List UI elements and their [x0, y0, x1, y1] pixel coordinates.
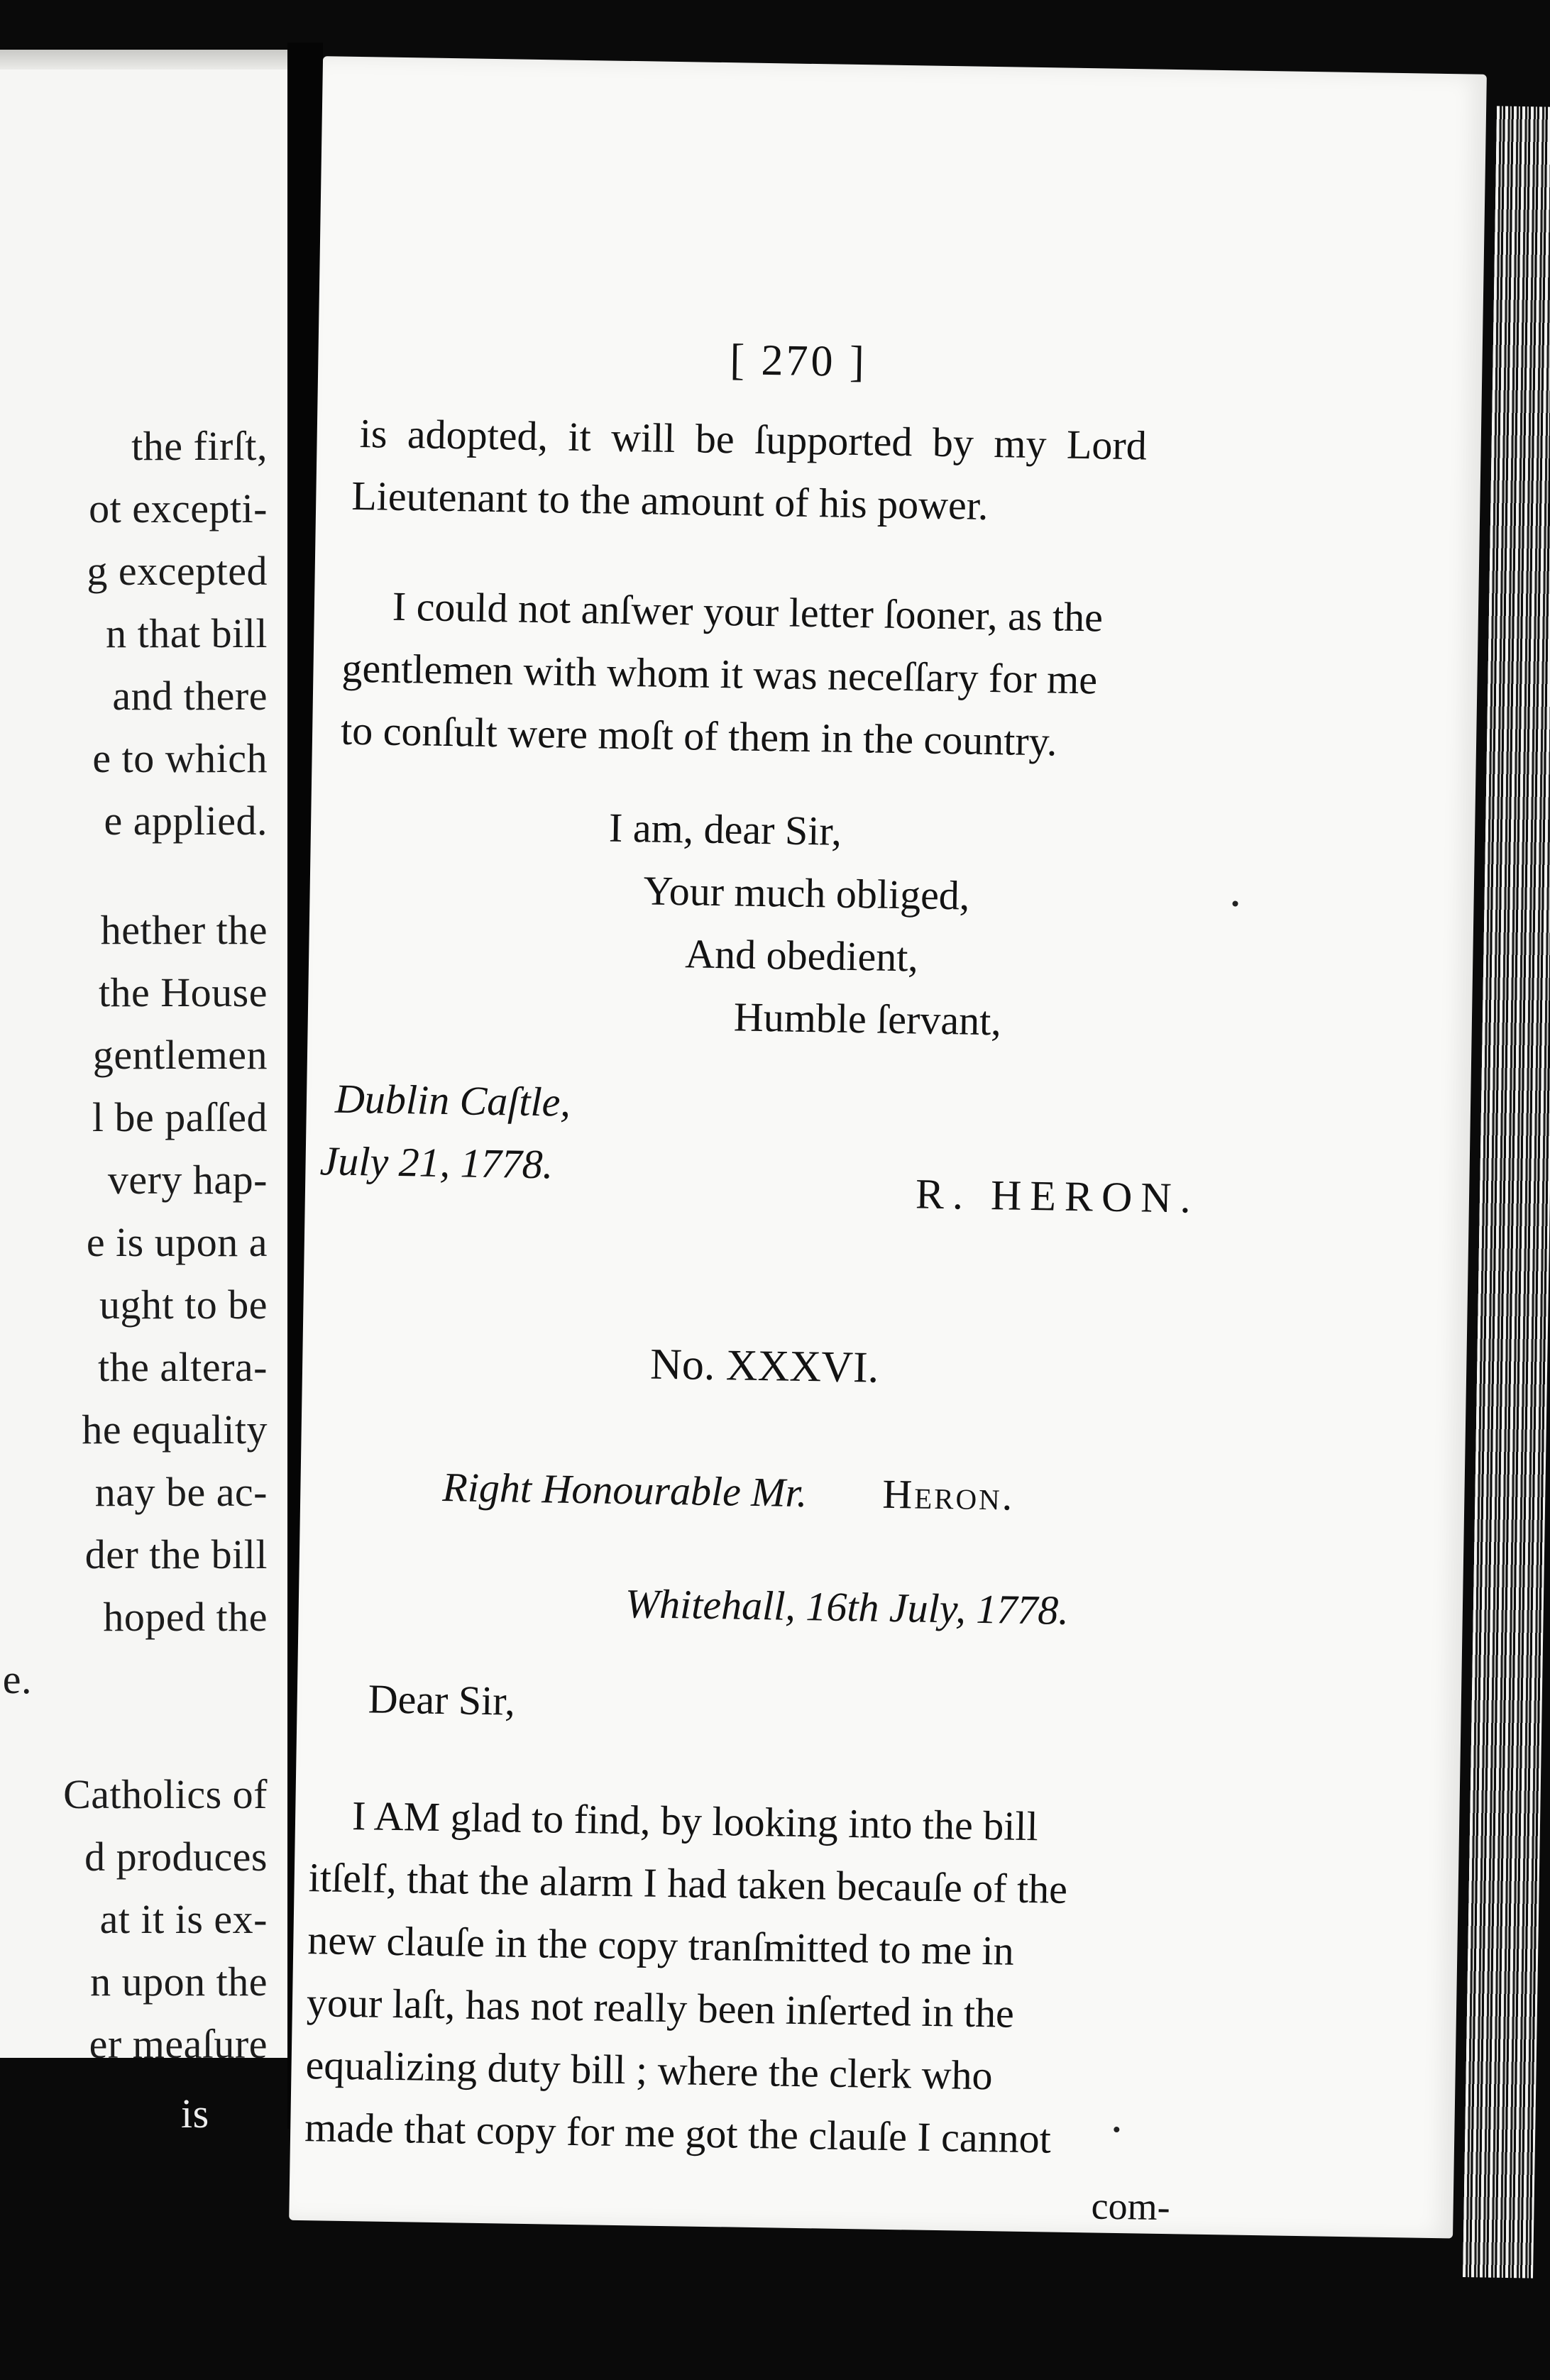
salutation: Dear Sir, — [368, 1675, 516, 1724]
left-text-line: er meaſure — [89, 2021, 268, 2058]
left-text-line: e. — [2, 1656, 32, 1702]
left-text-line: der the bill — [84, 1531, 268, 1577]
left-text-line: g excepted — [87, 548, 268, 594]
letter-number: No. XXXVI. — [649, 1340, 879, 1392]
left-text-line: he equality — [82, 1406, 268, 1453]
left-text-line: the firſt, — [131, 423, 268, 469]
left-text-line: ught to be — [99, 1282, 268, 1328]
closing-line: Humble ſervant, — [733, 993, 1002, 1045]
body-line: made that copy for me got the clauſe I cannot — [304, 2104, 1052, 2162]
letter-date: July 21, 1778. — [319, 1137, 554, 1188]
catchword: com- — [1091, 2184, 1171, 2229]
left-text-line: n that bill — [106, 610, 268, 656]
letter-place: Dublin Caſtle, — [334, 1075, 571, 1125]
closing-line: Your much obliged, — [643, 867, 970, 919]
left-text-line: and there — [112, 673, 268, 719]
body-line: your laſt, has not really been inſerted in the — [306, 1979, 1015, 2037]
left-text-line: hoped the — [103, 1594, 268, 1640]
left-text-line: very hap- — [107, 1157, 268, 1203]
left-text-line: the altera- — [98, 1344, 268, 1390]
page-edge-shadow — [0, 50, 287, 70]
facing-page-left — [0, 50, 292, 2058]
book-page — [289, 56, 1487, 2238]
left-text-line: d produces — [84, 1834, 268, 1880]
left-text-line: Catholics of — [63, 1771, 268, 1817]
left-text-line: is — [181, 2090, 209, 2137]
left-text-line: e to which — [92, 735, 268, 781]
ink-speck — [1232, 900, 1238, 906]
signature: R. HERON. — [915, 1170, 1200, 1222]
closing-line: I am, dear Sir, — [608, 804, 842, 854]
body-line: Lieutenant to the amount of his power. — [351, 472, 989, 529]
left-text-line: hether the — [100, 907, 268, 953]
dateline: Whitehall, 16th July, 1778. — [625, 1580, 1070, 1634]
closing-line: And obedient, — [684, 930, 919, 981]
body-line: new clauſe in the copy tranſmitted to me in — [307, 1917, 1015, 1974]
body-line: I could not anſwer your letter ſooner, as the — [392, 583, 1104, 641]
ink-speck — [1114, 2127, 1119, 2132]
body-line: is adopted, it will be ſupported by my Lord — [359, 410, 1148, 469]
body-line: itſelf, that the alarm I had taken becauſe of the — [308, 1854, 1068, 1912]
left-text-line: ot excepti- — [89, 485, 268, 531]
left-text-line: n upon the — [90, 1958, 268, 2005]
left-text-line: gentlemen — [92, 1032, 268, 1078]
left-text-line: at it is ex- — [99, 1896, 268, 1942]
body-line: I AM glad to find, by looking into the bill — [351, 1792, 1039, 1850]
addressee-name: Heron. — [881, 1470, 1015, 1519]
left-text-line: e applied. — [104, 798, 268, 844]
addressee-title: Right Honourable Mr. — [441, 1464, 808, 1516]
left-text-line: the House — [98, 969, 268, 1015]
left-text-line: nay be ac- — [94, 1469, 268, 1515]
left-text-line: l be paſſed — [92, 1094, 268, 1140]
left-text-line: e is upon a — [86, 1219, 268, 1265]
body-line: to conſult were moſt of them in the country. — [340, 707, 1057, 765]
body-line: equalizing duty bill ; where the clerk who — [305, 2042, 994, 2099]
body-line: gentlemen with whom it was neceſſary for me — [341, 644, 1098, 703]
page-number: [ 270 ] — [729, 336, 868, 387]
